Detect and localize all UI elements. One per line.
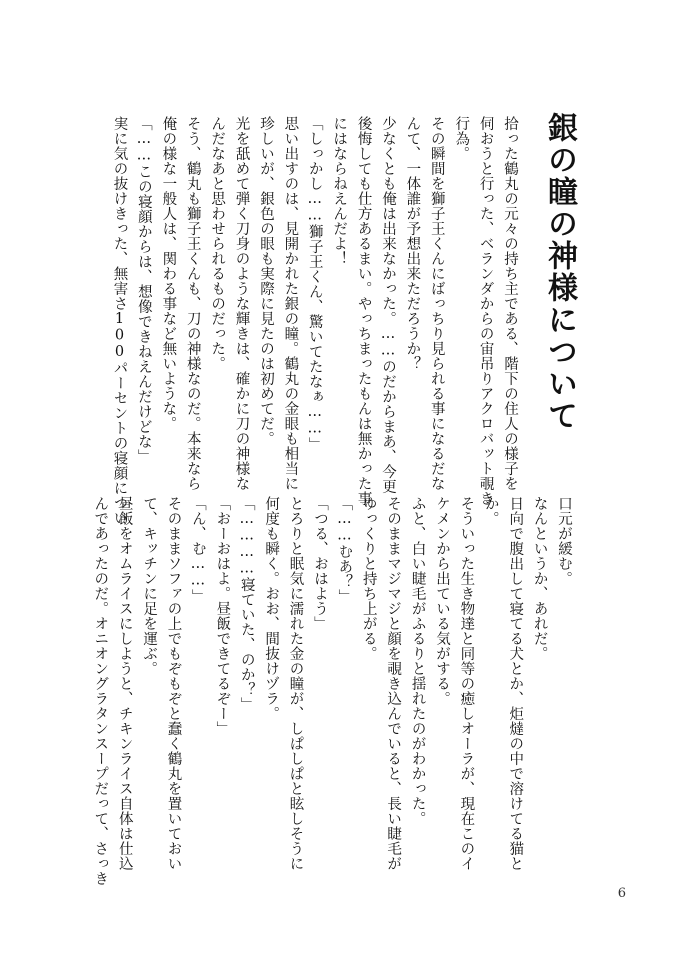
text-line: て、キッチンに足を運ぶ。 [141,496,158,676]
text-line: 何度も瞬く。おお、間抜けヅラ。 [263,496,280,721]
text-line: その瞬間を獅子王くんにばっちり見られる事になるだな [428,116,445,491]
text-line: そのままマジマジと顔を覗き込んでいると、長い睫毛が [385,496,402,871]
text-line: 「……この寝顔からは、想像できねえんだけどな」 [135,116,152,464]
text-line: 昼飯をオムライスにしようと、チキンライス自体は仕込 [116,496,133,871]
text-line: 「おーおはよ。昼飯できてるぞー」 [214,496,231,736]
upper-text-block [62,116,522,526]
text-line: 実に気の抜けきった、無害さ100パーセントの寝顔につい [111,116,128,526]
text-line: 「ん、む……」 [189,496,206,604]
text-line: 少なくとも俺は出来なかった。……のだからまあ、今更 [379,116,396,494]
page-number: 6 [617,886,626,901]
text-line: 日向で腹出して寝てる犬とか、炬燵の中で溶けてる猫と [507,496,524,871]
text-line: 珍しいが、銀色の眼も実際に見たのは初めてだ。 [257,116,274,446]
text-line: 「つる、おはよう」 [311,496,328,631]
text-line: にはならねえんだよ！ [331,116,348,266]
text-line: 思い出すのは、見開かれた銀の瞳。鶴丸の金眼も相当に [282,116,299,491]
text-line: んであったのだ。オニオングラタンスープだって、さっき [92,496,109,886]
text-line: ケメンから出ている気がする。 [433,496,450,706]
text-line: んだなあと思わせられるものだった。 [209,116,226,371]
chapter-title: 銀の瞳の神様について [542,112,577,432]
text-line: ふと、白い睫毛がふるりと揺れたのがわかった。 [409,496,426,826]
text-line: ゆっくりと持ち上がる。 [360,496,377,661]
text-line: そう、鶴丸も獅子王くんも、刀の神様なのだ。本来なら [184,116,201,491]
text-line: 行為。 [453,116,470,161]
text-line: なんというか、あれだ。 [531,496,548,661]
text-line: 拾った鶴丸の元々の持ち主である、階下の住人の様子を [502,116,518,491]
text-line: 「しっかし……獅子王くん、驚いてたなぁ……」 [306,116,323,452]
text-line: 後悔しても仕方あるまい。やっちまったもんは無かった事 [355,116,372,506]
text-line: そのままソファの上でもぞもぞと蠢く鶴丸を置いておい [165,496,182,871]
text-line: 伺おうと行った、ベランダからの宙吊りアクロバット覗き [477,116,494,506]
text-line: んて、一体誰が予想出来ただろうか？ [404,116,421,371]
text-line: 光を舐めて弾く刀身のような輝きは、確かに刀の神様な [233,116,250,491]
text-line: そういった生き物達と同等の癒しオーラが、現在このイ [458,496,475,871]
text-line: 俺の様な一般人は、関わる事など無いような。 [160,116,177,431]
lower-text-block [56,496,576,886]
text-line: 口元が緩む。 [556,496,572,586]
text-line: か。 [482,496,499,526]
text-line: とろりと眠気に濡れた金の瞳が、しぱしぱと眩しそうに [287,496,304,871]
text-line: 「…………寝ていた、のか？」 [238,496,255,712]
text-line: 「……むあ？」 [336,496,353,604]
